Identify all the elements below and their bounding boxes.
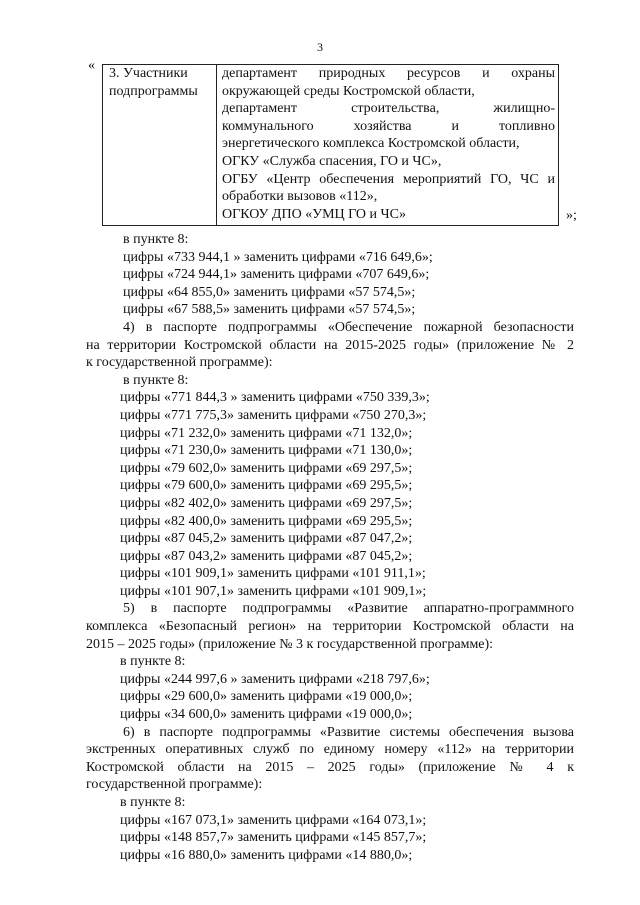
replacement-item: цифры «724 944,1» заменить цифрами «707 649,6»; <box>123 267 430 283</box>
replacement-item: цифры «771 775,3» заменить цифрами «750 270,3»; <box>120 407 427 423</box>
participants-table <box>102 64 559 226</box>
section-4-line: к государственной программе): <box>86 355 273 371</box>
content-line: энергетического комплекса Костромской области, <box>222 136 520 152</box>
replacement-item: цифры «67 588,5» заменить цифрами «57 574,5»; <box>123 302 416 318</box>
closing-quote: »; <box>566 208 577 223</box>
content-line: коммунального хозяйства и топливно <box>222 118 555 134</box>
replacement-item: цифры «71 230,0» заменить цифрами «71 130,0»; <box>120 443 413 459</box>
replacement-item: цифры «79 602,0» заменить цифрами «69 297,5»; <box>120 460 413 476</box>
replacement-item: цифры «71 232,0» заменить цифрами «71 132,0»; <box>120 425 413 441</box>
section-4-line: 4) в паспорте подпрограммы «Обеспечение пожарной безопасности <box>123 319 574 335</box>
point-intro: в пункте 8: <box>120 795 186 810</box>
replacement-item: цифры «82 400,0» заменить цифрами «69 295,5»; <box>120 513 413 529</box>
section-5-line: комплекса «Безопасный регион» на территории Костромской области на <box>86 619 574 635</box>
replacement-item: цифры «29 600,0» заменить цифрами «19 000,0»; <box>120 689 413 705</box>
section-6-line: государственной программе): <box>86 777 263 793</box>
point-intro: в пункте 8: <box>123 232 189 247</box>
replacement-item: цифры «101 909,1» заменить цифрами «101 911,1»; <box>120 566 426 582</box>
table-row <box>103 65 559 226</box>
opening-quote: « <box>88 58 95 73</box>
content-line: окружающей среды Костромской области, <box>222 83 475 99</box>
section-4-line: на территории Костромской области на 2015-2025 годы» (приложение № 2 <box>86 337 574 353</box>
section-5-line: 5) в паспорте подпрограммы «Развитие аппаратно-программного <box>123 601 574 617</box>
content-line: ОГКУ «Служба спасения, ГО и ЧС», <box>222 153 442 169</box>
replacement-item: цифры «148 857,7» заменить цифрами «145 857,7»; <box>120 830 427 846</box>
row-label-line: 3. Участники <box>109 66 188 81</box>
row-content-cell <box>217 65 559 226</box>
content-line: ОГКОУ ДПО «УМЦ ГО и ЧС» <box>222 206 406 222</box>
replacement-item: цифры «101 907,1» заменить цифрами «101 909,1»; <box>120 583 427 599</box>
point-intro: в пункте 8: <box>120 654 186 670</box>
content-line: департамент строительства, жилищно- <box>222 101 555 117</box>
replacement-item: цифры «82 402,0» заменить цифрами «69 297,5»; <box>120 495 413 511</box>
section-6-line: экстренных оперативных служб по единому номеру «112» на территории <box>86 742 574 758</box>
replacement-item: цифры «64 855,0» заменить цифрами «57 574,5»; <box>123 284 416 300</box>
content-line: департамент природных ресурсов и охраны <box>222 66 555 81</box>
replacement-item: цифры «87 043,2» заменить цифрами «87 045,2»; <box>120 548 413 564</box>
replacement-item: цифры «733 944,1 » заменить цифрами «716 649,6»; <box>123 249 433 265</box>
content-line: ОГБУ «Центр обеспечения мероприятий ГО, ЧС и <box>222 171 555 187</box>
section-5-line: 2015 – 2025 годы» (приложение № 3 к государственной программе): <box>86 636 494 652</box>
section-6-line: 6) в паспорте подпрограммы «Развитие системы обеспечения вызова <box>123 724 574 740</box>
replacement-item: цифры «167 073,1» заменить цифрами «164 073,1»; <box>120 812 427 828</box>
document-body <box>86 231 574 864</box>
replacement-item: цифры «771 844,3 » заменить цифрами «750 339,3»; <box>120 390 430 406</box>
point-intro: в пункте 8: <box>123 372 189 388</box>
content-line: обработки вызовов «112», <box>222 189 378 205</box>
page-number: 3 <box>317 40 323 54</box>
row-label-cell <box>103 65 217 226</box>
replacement-item: цифры «34 600,0» заменить цифрами «19 000,0»; <box>120 707 413 723</box>
replacement-item: цифры «87 045,2» заменить цифрами «87 047,2»; <box>120 531 413 547</box>
section-6-line: Костромской области на 2015 – 2025 годы» (приложение № 4 к <box>86 759 574 775</box>
replacement-item: цифры «244 997,6 » заменить цифрами «218 797,6»; <box>120 671 430 687</box>
replacement-item: цифры «16 880,0» заменить цифрами «14 880,0»; <box>120 847 413 863</box>
replacement-item: цифры «79 600,0» заменить цифрами «69 295,5»; <box>120 478 413 494</box>
row-label-line: подпрограммы <box>109 83 198 99</box>
